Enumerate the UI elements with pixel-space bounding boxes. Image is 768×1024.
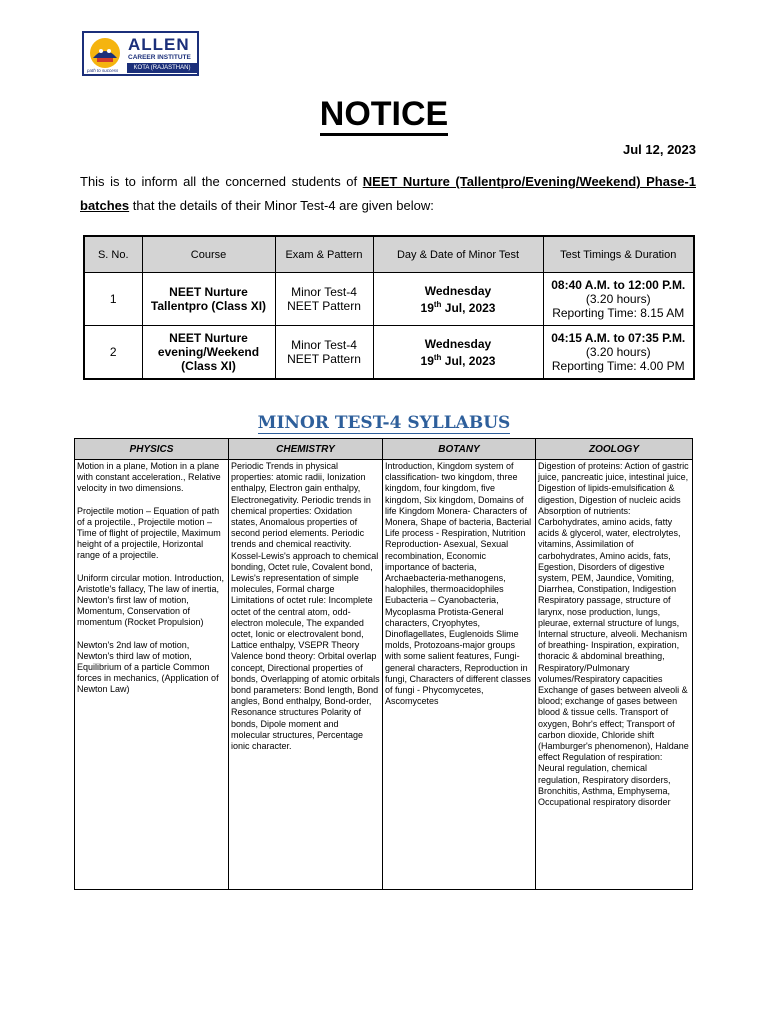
syllabus-table: [74, 438, 693, 890]
syllabus-header-row: [75, 439, 693, 460]
schedule-table: [83, 235, 695, 380]
notice-title: NOTICE: [0, 94, 768, 134]
row-course: NEET Nurture Tallentpro (Class XI): [142, 273, 275, 326]
header-exam: Exam & Pattern: [275, 236, 373, 273]
row-timings: 08:40 A.M. to 12:00 P.M. (3.20 hours) Reporting Time: 8.15 AM: [543, 273, 694, 326]
logo-subtitle: CAREER INSTITUTE: [128, 54, 191, 61]
intro-text-after: that the details of their Minor Test-4 are given below:: [129, 198, 434, 213]
row-exam: Minor Test-4 NEET Pattern: [275, 273, 373, 326]
zoology-syllabus: [536, 460, 693, 890]
botany-topics: Introduction, Kingdom system of classification- two kingdom, three kingdom, four kingdom, five kingdom, Six kingdom, Domains of life Kingdom Monera- Characters of Monera, Shape of bacteria, Bacterial Life process - Respiration, Nutrition Reproduction- Asexual, Sexual recombination, Economic importance of bacteria, Archaebacteria-methanogens, halophiles, thermoacidophiles Eubacteria – Cyanobacteria, Mycoplasma Protista-General characters, Cryophytes, Dinoflagellates, Euglenoids Slime molds, Protozoans-major groups with some salient features, Fungi-general characters, Reproduction in fungi, Characters of different classes of fungi - Phycomycetes, Ascomycetes: [385, 461, 532, 707]
header-course: Course: [142, 236, 275, 273]
row-date: Wednesday 19th Jul, 2023: [373, 326, 543, 380]
botany-syllabus: [383, 460, 536, 890]
allen-logo: [82, 31, 199, 76]
header-sno: S. No.: [84, 236, 142, 273]
row-course: NEET Nurture evening/Weekend (Class XI): [142, 326, 275, 380]
physics-syllabus: [75, 460, 229, 890]
row-exam: Minor Test-4 NEET Pattern: [275, 326, 373, 380]
physics-topic: Projectile motion – Equation of path of a projectile., Projectile motion – Time of flight of projectile, Maximum height of a projectile, Horizontal range of a projectile.: [77, 505, 221, 561]
row-sno: 2: [84, 326, 142, 380]
syllabus-content-row: [75, 460, 693, 890]
notice-date: Jul 12, 2023: [623, 142, 696, 157]
intro-batch-highlight: NEET Nurture (Tallentpro/Evening/Weekend) Phase-1 batches: [80, 174, 696, 213]
physics-topic: Newton's 2nd law of motion, Newton's third law of motion, Equilibrium of a particle Common forces in mechanics, (Application of Newton Law): [77, 639, 219, 695]
chemistry-topics: Periodic Trends in physical properties: atomic radii, Ionization enthalpy, Electron gain enthalpy, Electronegativity. Periodic trends in chemical properties: Oxidation states, Anomalous properties of second period elements. Periodic trends and chemical reactivity. Kossel-Lewis's approach to chemical bonding, Octet rule, Covalent bond, Lewis's representation of simple molecules, Formal charge Limitations of octet rule: Incomplete octet of the central atom, odd-electron molecule, The expanded octet, Ionic or electrovalent bond, Lattice enthalpy, VSEPR Theory Valence bond theory: Orbital overlap concept, Directional properties of bonds, Overlapping of atomic orbitals bond parameters: Bond length, Bond angles, Bond enthalpy, Bond-order, Resonance structures Polarity of bonds, Dipole moment and molecular structures, Percentage ionic character.: [231, 461, 380, 752]
logo-location: KOTA (RAJASTHAN): [127, 63, 197, 73]
row-sno: 1: [84, 273, 142, 326]
intro-text-before: This is to inform all the concerned students of: [80, 174, 363, 189]
header-physics: PHYSICS: [75, 439, 229, 460]
row-timings: 04:15 A.M. to 07:35 P.M. (3.20 hours) Reporting Time: 4.00 PM: [543, 326, 694, 380]
header-zoology: ZOOLOGY: [536, 439, 693, 460]
table-row: [84, 273, 694, 326]
table-row: [84, 326, 694, 380]
notice-intro: [80, 170, 696, 218]
logo-tagline: path to success: [87, 68, 119, 73]
header-botany: BOTANY: [383, 439, 536, 460]
chemistry-syllabus: [229, 460, 383, 890]
row-date: Wednesday 19th Jul, 2023: [373, 273, 543, 326]
physics-topic: Uniform circular motion. Introduction, Aristotle's fallacy, The law of inertia, Newton's first law of motion, Momentum, Conservation of momentum (Rocket Propulsion): [77, 572, 225, 628]
syllabus-title: MINOR TEST-4 SYLLABUS: [257, 413, 511, 433]
allen-emblem-icon: [87, 36, 123, 71]
header-date: Day & Date of Minor Test: [373, 236, 543, 273]
zoology-topics: Digestion of proteins: Action of gastric juice, pancreatic juice, intestinal juice, Digestion of lipids-emulsification & digestion, Digestion of nucleic acids Absorption of nutrients: Carbohydrates, amino acids, fatty acids & glycerol, water, electrolytes, vitamins, Assimilation of carbohydrates, Amino acids, fats, Egestion, Disorders of digestive system, PEM, Jaundice, Vomiting, Diarrhea, Constipation, Indigestion Respiratory passage, structure of larynx, nose production, lungs, pleurae, external structure of lungs, Internal structure, alveoli. Mechanism of breathing- Inspiration, expiration, thoracic & abdominal breathing, Respiratory/Pulmonary volumes/Respiratory capacities Exchange of gases between alveoli & blood; exchange of gases between blood & tissue cells. Transport of oxygen, Bohr's effect; Transport of carbon dioxide, Chloride shift (Hamburger's phenomenon), Haldane effect Regulation of respiration: Neural regulation, chemical regulation, Respiratory disorders, Bronchitis, Asthma, Emphysema, Occupational respiratory disorder: [538, 461, 689, 808]
header-chemistry: CHEMISTRY: [229, 439, 383, 460]
physics-topic: Motion in a plane, Motion in a plane with constant acceleration., Relative velocity in two dimensions.: [77, 461, 221, 494]
logo-brand-name: ALLEN: [128, 35, 190, 54]
schedule-header-row: [84, 236, 694, 273]
header-timings: Test Timings & Duration: [543, 236, 694, 273]
